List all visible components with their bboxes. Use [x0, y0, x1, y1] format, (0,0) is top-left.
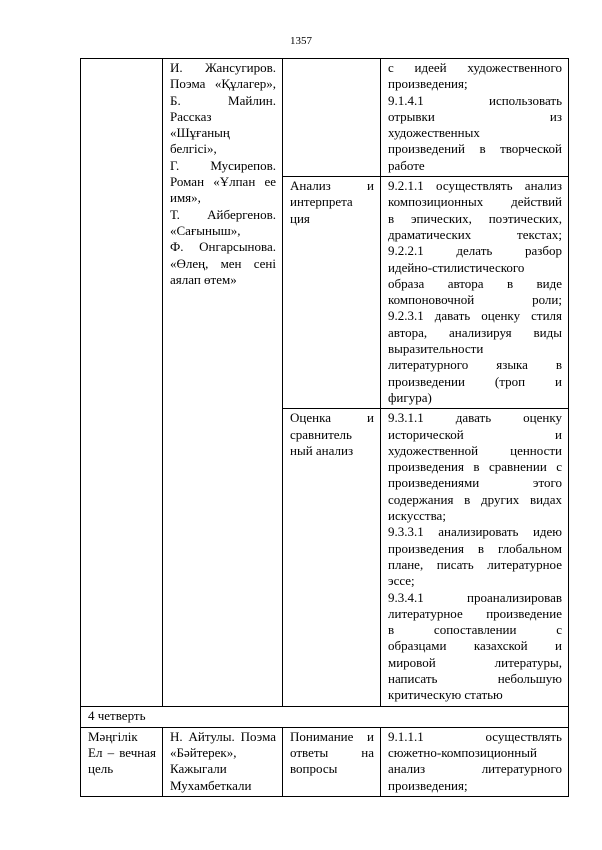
- text-line: выразительности: [388, 341, 484, 357]
- text-line: Рассказ: [170, 108, 212, 124]
- text-line: художественных: [388, 125, 480, 141]
- text-line: компоновочной роли;: [388, 292, 562, 308]
- text-line: белгісі»,: [170, 141, 217, 157]
- text-line: исторической и: [388, 426, 562, 442]
- text-line: 9.3.3.1 анализировать идею: [388, 524, 562, 540]
- text-line: ответы на: [290, 745, 374, 761]
- text-line: Кажыгали: [170, 761, 227, 777]
- text-line: Анализ и: [290, 178, 374, 194]
- text-line: произведениями этого: [388, 475, 562, 491]
- text-line: 9.3.1.1 давать оценку: [388, 410, 562, 426]
- text-line: Ел – вечная: [88, 745, 156, 761]
- text-line: Оценка и: [290, 410, 374, 426]
- text-line: написать небольшую: [388, 670, 562, 686]
- page-number: 1357: [290, 35, 312, 47]
- text-line: произведения в сравнении с: [388, 459, 562, 475]
- text-line: «Өлең, мен сені: [170, 255, 276, 271]
- text-line: ция: [290, 210, 310, 226]
- text-line: литературное произведение: [388, 605, 562, 621]
- text-line: Г. Мусирепов.: [170, 157, 276, 173]
- text-line: анализ литературного: [388, 761, 562, 777]
- skill-cell: [283, 59, 381, 177]
- text-line: цель: [88, 761, 114, 777]
- table-row: [81, 727, 569, 796]
- objectives-list: [388, 729, 562, 794]
- topic-cell: [81, 59, 163, 707]
- text-line: образцами казахской и: [388, 638, 562, 654]
- skill-cell: [283, 727, 381, 796]
- text-line: Б. Майлин.: [170, 92, 276, 108]
- text-line: Понимание и: [290, 728, 374, 744]
- text-line: ный анализ: [290, 442, 354, 458]
- objectives-cell: [381, 59, 569, 177]
- text-line: 9.1.1.1 осуществлять: [388, 728, 562, 744]
- text-line: мировой литературы,: [388, 654, 562, 670]
- text-line: работе: [388, 157, 425, 173]
- text-line: произведении (троп и: [388, 373, 562, 389]
- text-line: 9.1.4.1 использовать: [388, 92, 562, 108]
- literature-cell: [163, 727, 283, 796]
- objectives-cell: [381, 409, 569, 706]
- text-line: композиционных действий: [388, 194, 562, 210]
- literature-list: [170, 60, 276, 288]
- text-line: «Шұғаның: [170, 125, 230, 141]
- text-line: вопросы: [290, 761, 338, 777]
- text-line: произведения в глобальном: [388, 540, 562, 556]
- objectives-list: [388, 410, 562, 703]
- text-line: имя»,: [170, 190, 201, 206]
- quarter-label: 4 четверть: [81, 706, 569, 727]
- skill-cell: [283, 177, 381, 409]
- text-line: художественной ценности: [388, 442, 562, 458]
- text-line: в сопоставлении с: [388, 622, 562, 638]
- text-line: «Сағыныш»,: [170, 222, 241, 238]
- quarter-row: [81, 706, 569, 727]
- text-line: содержания в других видах: [388, 491, 562, 507]
- text-line: Поэма «Құлагер»,: [170, 76, 276, 92]
- text-line: произведения;: [388, 777, 468, 793]
- skill-label: [290, 410, 374, 459]
- text-line: И. Жансугиров.: [170, 60, 276, 75]
- text-line: 9.2.3.1 давать оценку стиля: [388, 308, 562, 324]
- text-line: «Бәйтерек»,: [170, 745, 237, 761]
- text-line: Н. Айтулы. Поэма: [170, 728, 276, 744]
- text-line: плане, писать литературное: [388, 556, 562, 572]
- text-line: эссе;: [388, 573, 415, 589]
- text-line: идейно-стилистического: [388, 259, 525, 275]
- objectives-list: [388, 178, 562, 406]
- text-line: Мәңгілік: [88, 728, 138, 744]
- text-line: 9.3.4.1 проанализировав: [388, 589, 562, 605]
- topic-label: [88, 729, 156, 778]
- objectives-cell: [381, 177, 569, 409]
- text-line: Мухамбеткали: [170, 777, 252, 793]
- text-line: автора, анализируя виды: [388, 324, 562, 340]
- literature-cell: [163, 59, 283, 707]
- text-line: произведения;: [388, 76, 468, 92]
- objectives-cell: [381, 727, 569, 796]
- skill-label: [290, 729, 374, 778]
- text-line: искусства;: [388, 508, 446, 524]
- literature-list: [170, 729, 276, 794]
- text-line: произведений в творческой: [388, 141, 562, 157]
- text-line: отрывки из: [388, 108, 562, 124]
- text-line: фигура): [388, 389, 432, 405]
- text-line: интерпрета: [290, 194, 353, 210]
- skill-cell: [283, 409, 381, 706]
- text-line: образа автора в виде: [388, 275, 562, 291]
- text-line: 9.2.2.1 делать разбор: [388, 243, 562, 259]
- text-line: с идеей художественного: [388, 60, 562, 75]
- text-line: в эпических, поэтических,: [388, 210, 562, 226]
- text-line: сравнитель: [290, 426, 352, 442]
- table-row: [81, 59, 569, 177]
- skill-label: [290, 178, 374, 227]
- text-line: критическую статью: [388, 687, 503, 703]
- curriculum-table: [80, 58, 569, 797]
- text-line: аялап өтем»: [170, 271, 237, 287]
- text-line: литературного языка в: [388, 357, 562, 373]
- text-line: Т. Айбергенов.: [170, 206, 276, 222]
- text-line: Ф. Онгарсынова.: [170, 239, 276, 255]
- topic-cell: [81, 727, 163, 796]
- text-line: драматических текстах;: [388, 226, 562, 242]
- objectives-list: [388, 60, 562, 174]
- text-line: сюжетно-композиционный: [388, 745, 537, 761]
- text-line: Роман «Ұлпан ее: [170, 174, 276, 190]
- text-line: 9.2.1.1 осуществлять анализ: [388, 178, 562, 194]
